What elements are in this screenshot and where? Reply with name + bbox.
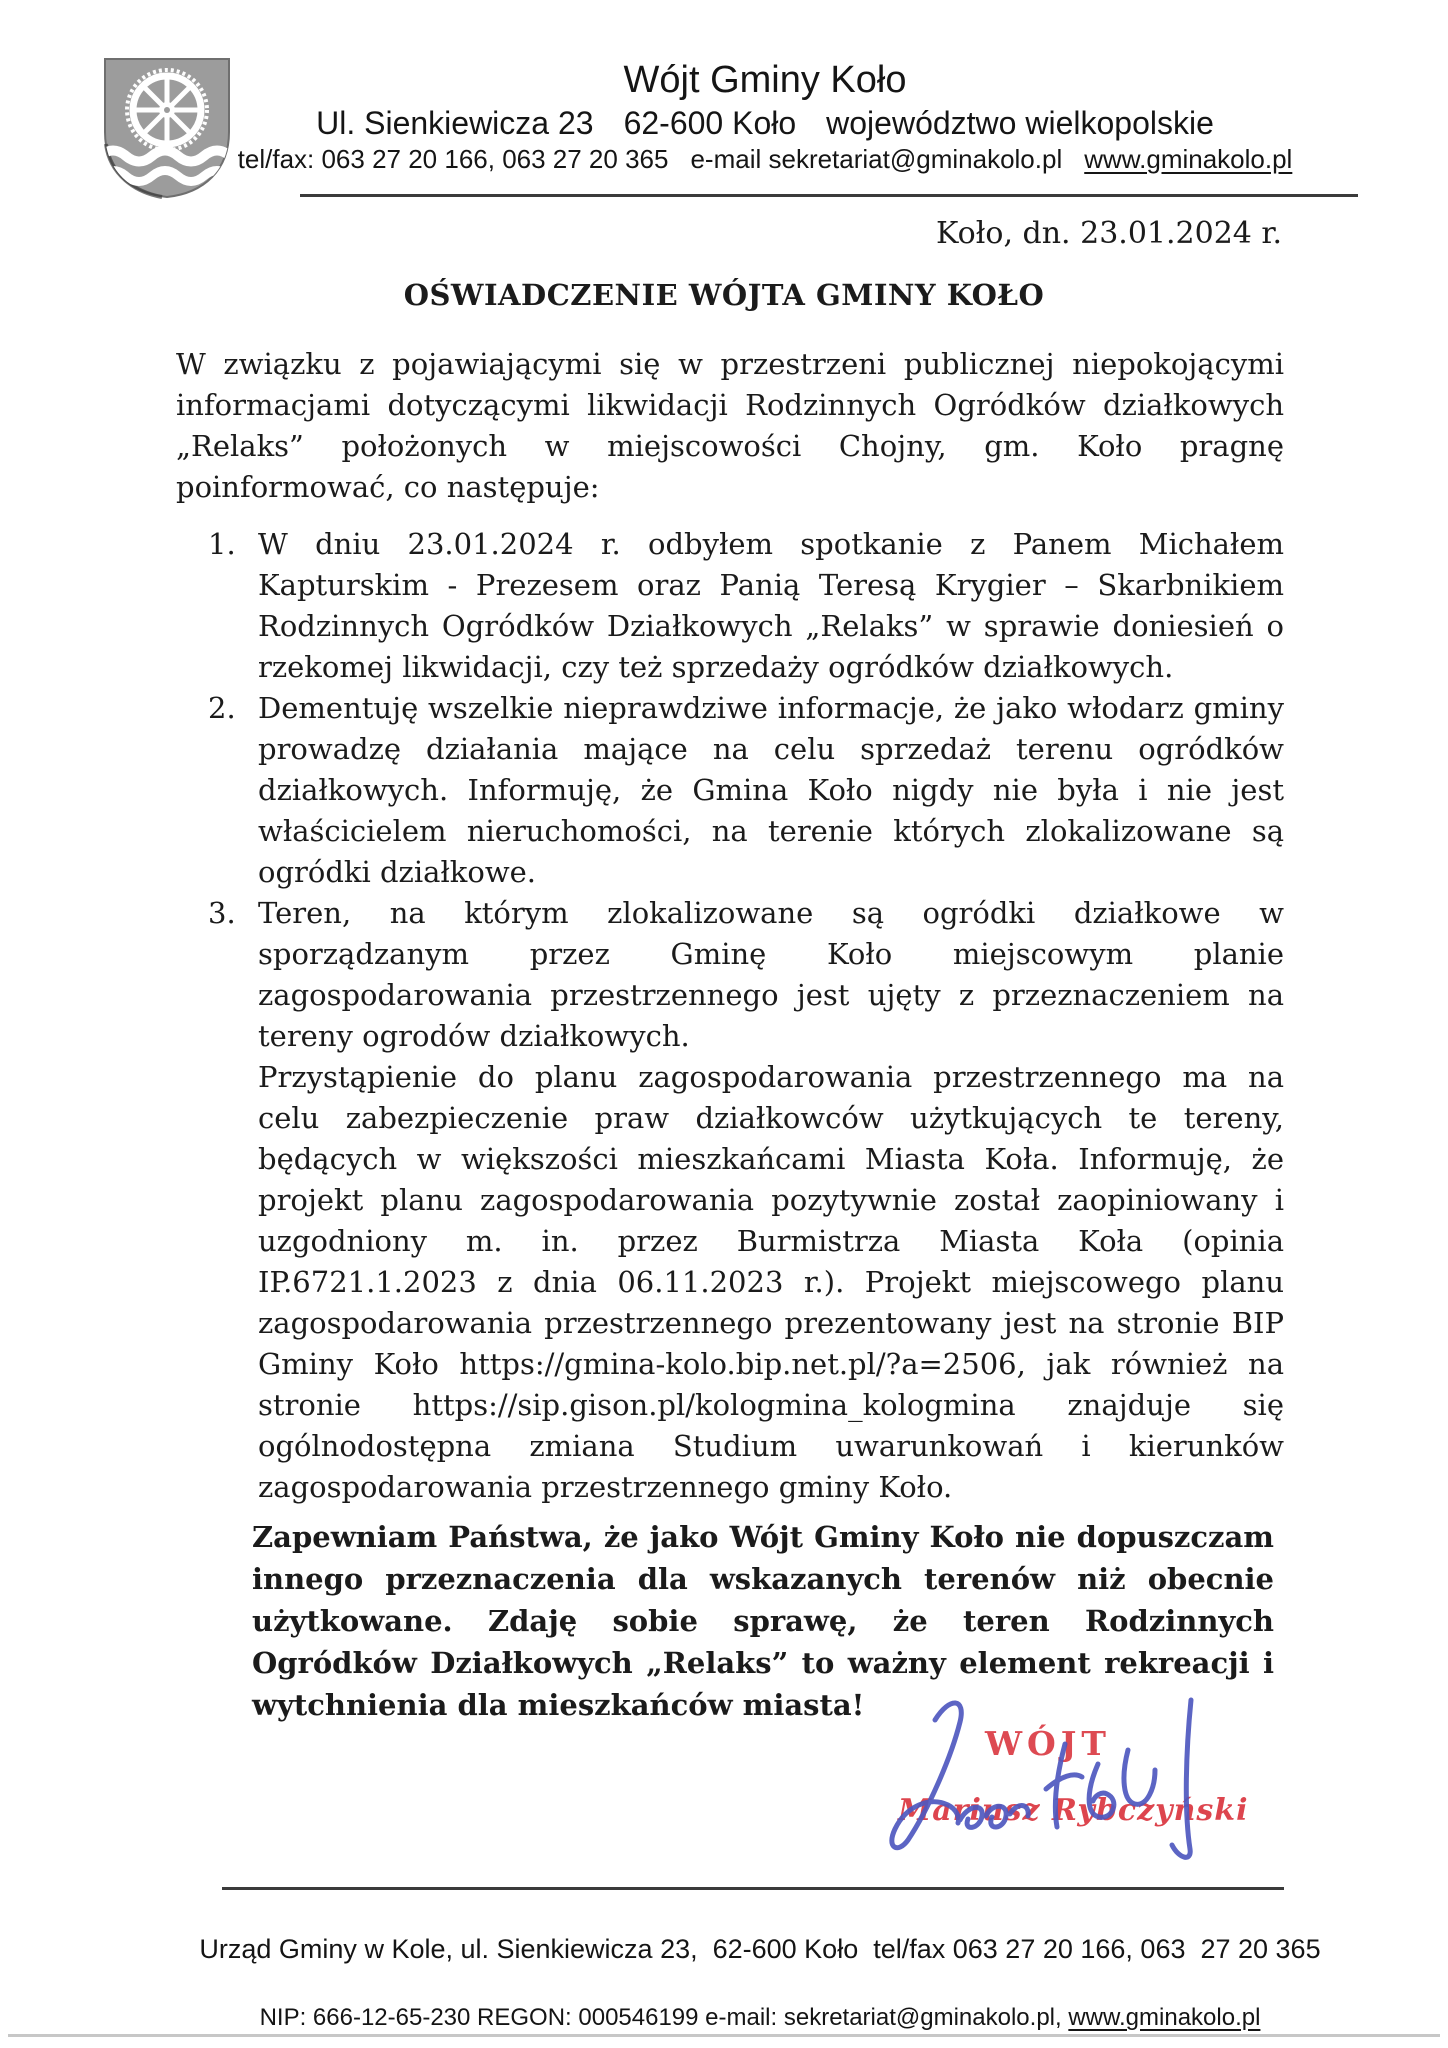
list-item-number: 1. xyxy=(208,527,236,561)
intro-paragraph: W związku z pojawiającymi się w przestrzeni publicznej niepokojącymi informacjami dotyczącymi likwidacji Rodzinnych Ogródków działkowych „Relaks” położonych w miejscowości Chojny, gm. Koło pragnę poinformować, co następuje: xyxy=(176,347,1284,504)
letterhead-website-link: www.gminakolo.pl xyxy=(1084,144,1293,174)
header-divider xyxy=(300,194,1358,197)
scan-page-edge xyxy=(8,2034,1440,2037)
letterhead-telfax: tel/fax: 063 27 20 166, 063 27 20 365 xyxy=(237,144,669,174)
list-item-text: W dniu 23.01.2024 r. odbyłem spotkanie z Panem Michałem Kapturskim - Prezesem oraz Panią Teresą Krygier – Skarbnikiem Rodzinnych Ogródków Działkowych „Relaks” w sprawie doniesień o rzekomej likwidacji, czy też sprzedaży ogródków działkowych. xyxy=(258,527,1284,684)
letterhead-street: Ul. Sienkiewicza 23 xyxy=(316,105,594,141)
list-item xyxy=(208,893,1284,1508)
letterhead-postcode-city: 62-600 Koło xyxy=(623,105,797,141)
list-item xyxy=(208,688,1284,893)
footer-nip-regon-email: NIP: 666-12-65-230 REGON: 000546199 e-mail: sekretariat@gminakolo.pl, xyxy=(259,2004,1069,2031)
list-item-text: Teren, na którym zlokalizowane są ogródki działkowe w sporządzanym przez Gminę Koło miejscowym planie zagospodarowania przestrzennego jest ujęty z przeznaczeniem na tereny ogrodów działkowych. xyxy=(258,896,1284,1053)
list-item-number: 3. xyxy=(208,896,236,930)
footer xyxy=(170,1897,1350,2048)
signature-stamp-title: WÓJT xyxy=(985,1724,1111,1763)
letterhead-address xyxy=(170,104,1360,142)
list-item-text: Przystąpienie do planu zagospodarowania przestrzennego ma na celu zabezpieczenie praw działkowców użytkujących te tereny, będących w większości mieszkańcami Miasta Koła. Informuję, że projekt planu zagospodarowania pozytywnie został zaopiniowany i uzgodniony m. in. przez Burmistrza Miasta Koła (opinia IP.6721.1.2023 z dnia 06.11.2023 r.). Projekt miejscowego planu zagospodarowania przestrzennego prezentowany jest na stronie BIP Gminy Koło https://gmina-kolo.bip.net.pl/?a=2506, jak również na stronie https://sip.gison.pl/kologmina_kologmina znajduje się ogólnodostępna zmiana Studium uwarunkowań i kierunków zagospodarowania przestrzennego gminy Koło. xyxy=(258,1060,1284,1504)
document-title: OŚWIADCZENIE WÓJTA GMINY KOŁO xyxy=(403,278,1045,312)
footer-divider xyxy=(222,1887,1284,1890)
list-item-text: Dementuję wszelkie nieprawdziwe informacje, że jako włodarz gminy prowadzę działania mające na celu sprzedaż terenu ogródków działkowych. Informuję, że Gmina Koło nigdy nie była i nie jest właścicielem nieruchomości, na terenie których zlokalizowane są ogródki działkowe. xyxy=(258,691,1284,889)
footer-address-line: Urząd Gminy w Kole, ul. Sienkiewicza 23, 62-600 Koło tel/fax 063 27 20 166, 063 27 20 365 xyxy=(199,1934,1321,1964)
letterhead xyxy=(170,58,1360,175)
letterhead-email: e-mail sekretariat@gminakolo.pl xyxy=(690,144,1063,174)
footer-registry-line xyxy=(170,2003,1350,2048)
letterhead-contact xyxy=(170,144,1360,175)
numbered-list xyxy=(208,524,1284,1508)
closing-paragraph: Zapewniam Państwa, że jako Wójt Gminy Koło nie dopuszczam innego przeznaczenia dla wskazanych terenów niż obecnie użytkowane. Zdaję sobie sprawę, że teren Rodzinnych Ogródków Działkowych „Relaks” to ważny element rekreacji i wytchnienia dla mieszkańców miasta! xyxy=(252,1520,1274,1722)
signature-stamp-name: Mariusz Rybczyński xyxy=(898,1793,1249,1828)
footer-website-link: www.gminakolo.pl xyxy=(1068,2004,1261,2031)
list-item-number: 2. xyxy=(208,691,236,725)
letterhead-voivodeship: województwo wielkopolskie xyxy=(826,105,1214,141)
date-line: Koło, dn. 23.01.2024 r. xyxy=(935,216,1282,251)
list-item xyxy=(208,524,1284,688)
handwritten-signature-icon xyxy=(858,1688,1238,1878)
letterhead-title: Wójt Gminy Koło xyxy=(623,59,907,101)
